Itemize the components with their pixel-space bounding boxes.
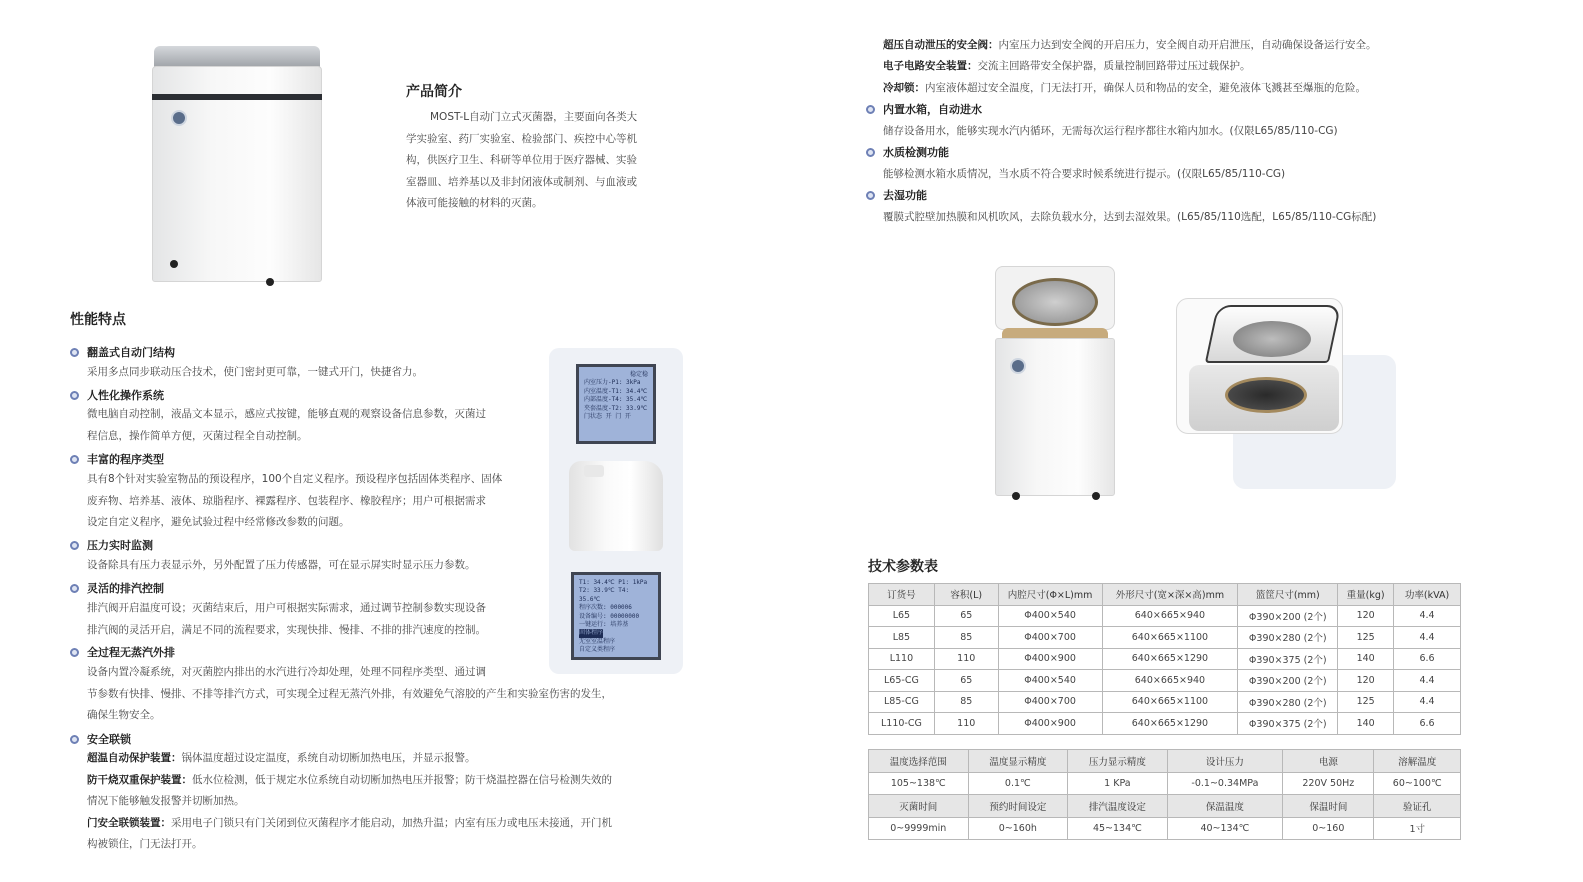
feature-text	[87, 598, 486, 641]
table-cell: 60~100℃	[1374, 772, 1461, 795]
text-span: 去湿功能	[883, 189, 927, 202]
feature-text	[87, 662, 612, 727]
table-cell: Φ390×280 (2个)	[1238, 627, 1338, 649]
text-span: 构被锁住，门无法打开。	[87, 838, 203, 850]
table-cell: 105~138℃	[869, 772, 969, 795]
text-span: 低水位检测，低于规定水位系统自动切断加热电压并报警；防干烧温控器在信号检测失效的	[192, 773, 612, 786]
text-span: 超温自动保护装置：	[87, 752, 182, 764]
safety-line	[87, 748, 612, 770]
text-span: 丰富的程序类型	[87, 453, 164, 466]
text-span: 冷却锁：	[883, 82, 925, 94]
lcd-row: 程序次数: 000006	[579, 604, 632, 612]
table-header-row	[869, 584, 1461, 606]
table-cell: 640×665×1290	[1102, 648, 1238, 670]
table-cell: 压力显示精度	[1068, 750, 1168, 773]
safety-line	[87, 770, 612, 792]
table-cell: Φ400×540	[998, 605, 1102, 627]
text-span: 设备除具有压力表显示外，另外配置了压力传感器，可在显示屏实时显示压力参数。	[87, 559, 476, 571]
feature-heading	[70, 387, 164, 403]
table-cell: L85-CG	[869, 691, 935, 713]
safety-line	[883, 37, 1377, 52]
text-span: 锅体温度超过设定温度，系统自动切断加热电压，并显示报警。	[181, 752, 476, 764]
text-span: 采用多点同步联动压合技术，使门密封更可靠，一键式开门，快捷省力。	[87, 366, 423, 378]
feature-heading	[866, 101, 982, 117]
table-cell: 保温温度	[1167, 795, 1283, 818]
text-span: 交流主回路带安全保护器，质量控制回路带过压过载保护。	[977, 60, 1251, 72]
table-cell: 温度选择范围	[869, 750, 969, 773]
text-span: 微电脑自动控制，液晶文本显示，感应式按键，能够直观的观察设备信息参数，灭菌过	[87, 408, 486, 420]
table-cell: 85	[934, 691, 998, 713]
table-cell: Φ390×375 (2个)	[1238, 713, 1338, 735]
product-image-chamber-detail	[1176, 298, 1343, 434]
table-cell: 1 KPa	[1068, 772, 1168, 795]
table-row	[869, 772, 1461, 795]
safety-line	[87, 834, 612, 856]
feature-text	[87, 555, 476, 577]
column-header: 重量(kg)	[1338, 584, 1394, 606]
table-cell: 125	[1338, 627, 1394, 649]
lcd-row: 固体程序	[579, 629, 604, 637]
table-cell: 0~160h	[968, 817, 1068, 840]
table-row	[869, 605, 1461, 627]
table-cell: 4.4	[1394, 670, 1461, 692]
intro-line: 室器皿、培养基以及非封闭液体或制剂、与血液或	[406, 175, 637, 188]
feature-text: 能够检测水箱水质情况，当水质不符合要求时候系统进行提示。(仅限L65/85/110-CG)	[883, 168, 1286, 180]
bullet-icon	[70, 584, 79, 593]
safety-line	[87, 813, 612, 835]
table-cell: L110	[869, 648, 935, 670]
lcd-row: 门状态 开 门 开	[584, 413, 631, 421]
table-cell: L110-CG	[869, 713, 935, 735]
table-cell: Φ400×700	[998, 691, 1102, 713]
text-span: 压力实时监测	[87, 539, 153, 552]
lcd-row: 夹套温度-T2: 33.9℃	[584, 404, 648, 412]
table-cell: Φ390×280 (2个)	[1238, 691, 1338, 713]
column-header: 订货号	[869, 584, 935, 606]
text-span: 程信息，操作简单方便，灭菌过程全自动控制。	[87, 429, 308, 442]
table-cell: 电源	[1283, 750, 1374, 773]
table-row	[869, 817, 1461, 840]
column-header: 容积(L)	[934, 584, 998, 606]
lcd-screen-2	[571, 572, 661, 660]
lcd-tag: 稳定稳	[629, 371, 648, 378]
text-span: 电子电路安全装置：	[883, 60, 978, 72]
feature-heading	[70, 580, 164, 596]
product-image-open	[990, 266, 1120, 502]
table-cell: 0~160	[1283, 817, 1374, 840]
text-span: 设定自定义程序，避免试验过程中经常修改参数的问题。	[87, 516, 350, 528]
chamber-hole	[1225, 377, 1307, 413]
table-cell: 65	[934, 670, 998, 692]
feature-text	[87, 404, 486, 447]
column-header: 功率(kVA)	[1394, 584, 1461, 606]
table-row	[869, 691, 1461, 713]
lcd-row: 内部温度-T4: 35.4℃	[584, 396, 648, 404]
table-cell: 640×665×1290	[1102, 713, 1238, 735]
table-cell: 140	[1338, 713, 1394, 735]
table-cell: -0.1~0.34MPa	[1167, 772, 1283, 795]
table-header-row	[869, 795, 1461, 818]
bullet-icon	[70, 735, 79, 744]
table-cell: 4.4	[1394, 691, 1461, 713]
text-span: 超压自动泄压的安全阀：	[883, 39, 999, 51]
text-span: 内室液体超过安全温度，门无法打开，确保人员和物品的安全，避免液体飞溅甚至爆瓶的危险。	[925, 82, 1366, 94]
table-cell: 0.1℃	[968, 772, 1068, 795]
jug-cap	[584, 465, 604, 477]
table-cell: L65-CG	[869, 670, 935, 692]
feature-heading	[866, 144, 949, 160]
table-cell: 140	[1338, 648, 1394, 670]
table-cell: 40~134℃	[1167, 817, 1283, 840]
features-title: 性能特点	[70, 312, 126, 328]
table-cell: 排汽温度设定	[1068, 795, 1168, 818]
column-header: 内腔尺寸(Φ×L)mm	[998, 584, 1102, 606]
lcd-row: 设备编号: 00000000	[579, 612, 640, 620]
text-span: 人性化操作系统	[87, 389, 164, 402]
table-cell: 640×665×940	[1102, 605, 1238, 627]
table-row	[869, 670, 1461, 692]
text-span: 排汽阀开启温度可设；灭菌结束后，用户可根据实际需求，通过调节控制参数实现设备	[87, 602, 486, 614]
specs-title: 技术参数表	[868, 559, 938, 575]
spec-table-parameters	[868, 749, 1461, 840]
safety-interlock-text	[87, 748, 612, 856]
bullet-icon	[70, 391, 79, 400]
table-cell: Φ390×200 (2个)	[1238, 670, 1338, 692]
table-row	[869, 627, 1461, 649]
table-cell: 125	[1338, 691, 1394, 713]
text-span: 安全联锁	[87, 733, 131, 746]
text-span: 情况下能够触发报警并切断加热。	[87, 795, 245, 807]
table-cell: 110	[934, 713, 998, 735]
table-cell: L85	[869, 627, 935, 649]
product-image-closed	[150, 46, 325, 288]
feature-heading	[70, 731, 131, 747]
feature-heading	[70, 644, 175, 660]
table-cell: 温度显示精度	[968, 750, 1068, 773]
table-cell: 120	[1338, 670, 1394, 692]
text-span: 门安全联锁装置：	[87, 816, 171, 829]
bullet-icon	[70, 648, 79, 657]
intro-title: 产品简介	[406, 84, 462, 100]
table-cell: 120	[1338, 605, 1394, 627]
text-span: 确保生物安全。	[87, 709, 161, 721]
text-span: 废弃物、培养基、液体、琼脂程序、裸露程序、包装程序、橡胶程序；用户可根据需求	[87, 494, 486, 507]
table-cell: 45~134℃	[1068, 817, 1168, 840]
safety-line	[883, 58, 1251, 73]
table-cell: 4.4	[1394, 605, 1461, 627]
feature-heading	[70, 451, 164, 467]
table-cell: Φ400×700	[998, 627, 1102, 649]
intro-line: MOST-L自动门立式灭菌器，主要面向各类大	[430, 111, 638, 123]
safety-line	[883, 80, 1366, 95]
table-cell: Φ390×200 (2个)	[1238, 605, 1338, 627]
table-cell: Φ400×900	[998, 713, 1102, 735]
table-cell: 85	[934, 627, 998, 649]
lcd-row: 一键运行: 培养基	[579, 621, 629, 629]
spec-table-models	[868, 583, 1461, 735]
bullet-icon	[866, 105, 875, 114]
feature-text	[87, 469, 502, 534]
text-span: 设备内置冷凝系统，对灭菌腔内排出的水汽进行冷却处理，处理不同程序类型、通过调	[87, 666, 486, 678]
feature-heading	[70, 344, 175, 360]
text-span: 节参数有快排、慢排、不排等排汽方式，可实现全过程无蒸汽外排，有效避免气溶胶的产生和实验室伤害的发生，	[87, 687, 612, 700]
safety-line	[87, 791, 612, 813]
table-cell: 640×665×1100	[1102, 691, 1238, 713]
table-cell: 0~9999min	[869, 817, 969, 840]
table-cell: 6.6	[1394, 713, 1461, 735]
text-span: 排汽阀的灵活开启，满足不同的流程要求，实现快排、慢排、不排的排汽速度的控制。	[87, 623, 486, 636]
lcd-row: 无室室温程序	[579, 637, 616, 645]
table-cell: Φ400×900	[998, 648, 1102, 670]
intro-text	[406, 107, 676, 215]
table-cell: Φ400×540	[998, 670, 1102, 692]
lcd-row: 内室压力-P1: 3kPa	[584, 379, 641, 387]
bullet-icon	[70, 455, 79, 464]
text-span: 防干烧双重保护装置：	[87, 773, 192, 786]
text-span: 内置水箱，自动进水	[883, 103, 982, 116]
intro-line: 构，供医疗卫生、科研等单位用于医疗器械、实验	[406, 154, 637, 166]
bullet-icon	[70, 348, 79, 357]
text-span: 灵活的排汽控制	[87, 582, 164, 595]
text-span: 水质检测功能	[883, 146, 949, 159]
lcd-screen-1	[576, 364, 656, 444]
lcd-row: T2: 33.9℃ T4: 35.6℃	[579, 587, 630, 603]
table-cell: 保温时间	[1283, 795, 1374, 818]
table-cell: 1寸	[1374, 817, 1461, 840]
lcd-row: 内室温度-T1: 34.4℃	[584, 387, 648, 395]
table-cell: 220V 50Hz	[1283, 772, 1374, 795]
table-cell: 预约时间设定	[968, 795, 1068, 818]
bullet-icon	[866, 191, 875, 200]
table-row	[869, 713, 1461, 735]
table-cell: 4.4	[1394, 627, 1461, 649]
text-span: 采用电子门锁只有门关闭到位灭菌程序才能启动，加热升温；内室有压力或电压未接通，开门机	[171, 816, 612, 829]
bullet-icon	[70, 541, 79, 550]
table-cell: 灭菌时间	[869, 795, 969, 818]
text-span: 具有8个针对实验室物品的预设程序，100个自定义程序。预设程序包括固体类程序、固体	[87, 473, 503, 485]
table-cell: 640×665×1100	[1102, 627, 1238, 649]
text-span: 翻盖式自动门结构	[87, 346, 175, 359]
table-cell: 设计压力	[1167, 750, 1283, 773]
lid-window	[1012, 278, 1098, 326]
chamber-window	[1233, 321, 1311, 357]
intro-line: 学实验室、药厂实验室、检验部门、疾控中心等机	[406, 132, 637, 145]
feature-heading	[70, 537, 153, 553]
table-cell: L65	[869, 605, 935, 627]
feature-heading	[866, 187, 927, 203]
bullet-icon	[866, 148, 875, 157]
lcd-row: 自定义类程序	[579, 646, 616, 654]
feature-text: 储存设备用水，能够实现水汽内循环，无需每次运行程序都往水箱内加水。(仅限L65/85/110-CG)	[883, 125, 1338, 137]
text-span: 全过程无蒸汽外排	[87, 646, 175, 659]
column-header: 篮筐尺寸(mm)	[1238, 584, 1338, 606]
table-cell: 6.6	[1394, 648, 1461, 670]
table-cell: 640×665×940	[1102, 670, 1238, 692]
feature-text: 覆膜式腔壁加热膜和风机吹风，去除负载水分，达到去湿效果。(L65/85/110选配，L65/85/110-CG标配)	[883, 211, 1377, 223]
feature-text	[87, 362, 423, 384]
table-cell: Φ390×375 (2个)	[1238, 648, 1338, 670]
table-header-row	[869, 750, 1461, 773]
table-cell: 验证孔	[1374, 795, 1461, 818]
table-cell: 溶解温度	[1374, 750, 1461, 773]
lcd-row: T1: 34.4℃ P1: 1kPa	[579, 579, 648, 586]
table-row	[869, 648, 1461, 670]
table-cell: 65	[934, 605, 998, 627]
table-cell: 110	[934, 648, 998, 670]
text-span: 内室压力达到安全阀的开启压力，安全阀自动开启泄压，自动确保设备运行安全。	[998, 39, 1377, 51]
intro-line: 体液可能接触的材料的灭菌。	[406, 197, 543, 209]
column-header: 外形尺寸(宽×深×高)mm	[1102, 584, 1238, 606]
